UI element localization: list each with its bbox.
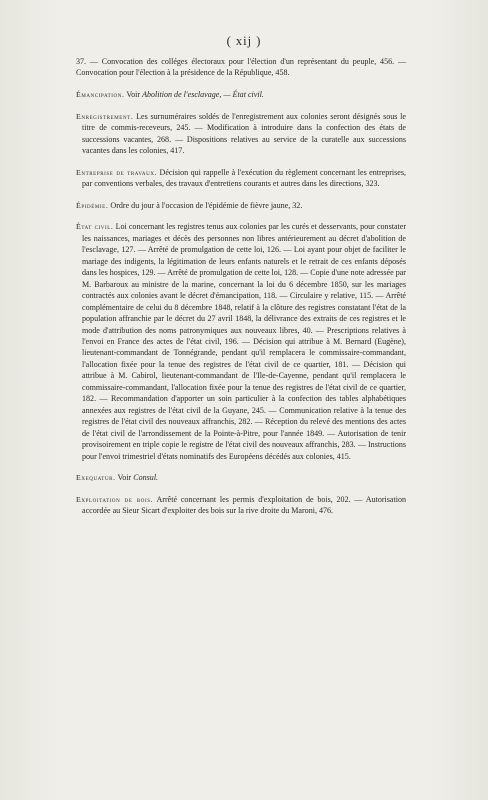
- entry-heading: Émancipation.: [76, 90, 125, 100]
- index-entry-continuation: [76, 56, 406, 79]
- entry-text: Voir: [124, 90, 143, 100]
- entry-heading: Exequatur.: [76, 473, 116, 483]
- cross-reference: Consul.: [133, 473, 159, 483]
- entry-heading: Entreprise de travaux.: [76, 167, 158, 177]
- index-entry-exequatur: [76, 472, 406, 483]
- entry-text: 37. — Convocation des colléges électoraux pour l'élection d'un représentant du peuple, 456. — Convocation pour l'élection à la présidence de la République, 458.: [76, 57, 406, 78]
- entry-text: Voir: [115, 473, 134, 483]
- index-entry-epidemie: [76, 200, 406, 211]
- entry-heading: État civil.: [76, 222, 114, 232]
- cross-reference: Abolition de l'esclavage, — État civil.: [142, 90, 264, 100]
- entry-heading: Enregistrement.: [76, 111, 134, 121]
- index-entry-entreprise-de-travaux: [76, 167, 406, 190]
- entry-heading: Épidémie.: [76, 200, 109, 210]
- entry-text: Les surnuméraires soldés de l'enregistrement aux colonies seront désignés sous le titre de commis-receveurs, 245. — Modification à introduire dans la confection des états de successions vacantes, 268. — Dispositions relatives au service de la curatelle aux successions vacantes dans les colonies, 417.: [82, 111, 406, 156]
- entry-heading: Exploitation de bois.: [76, 494, 154, 504]
- index-entry-enregistrement: [76, 111, 406, 157]
- entry-text: Arrêté concernant les permis d'exploitation de bois, 202. — Autorisation accordée au Sieur Sicart d'exploiter des bois sur la rive droite du Maroni, 476.: [82, 494, 406, 516]
- entry-text: Décision qui rappelle à l'exécution du règlement concernant les entreprises, par conventions verbales, des travaux d'entretiens courants et autres dans les directions, 323.: [82, 167, 406, 189]
- entry-text: Ordre du jour à l'occasion de l'épidémie de fièvre jaune, 32.: [108, 200, 303, 210]
- entry-text: Loi concernant les registres tenus aux colonies par les curés et desservants, pour constater les naissances, mariages et décès des personnes non libres antérieurement au décret d'abolition de l'esclavage, 127. — Arrêté de promulgation de cette loi, 126. — Loi ayant pour objet de faciliter le mariage des indigents, la légitimation de leurs enfants naturels et le retrait de ces enfants déposés dans les hospices, 129. — Arrêté de promulgation de cette loi, 128. — Copie d'une note adressée par M. Barbaroux au ministre de la marine, concernant la loi du 6 décembre 1850, sur les mariages contractés aux colonies avant le décret d'émancipation, 118. — Circulaire y relative, 115. — Arrêté complémentaire de celui du 8 décembre 1848, relatif à la clôture des registres constatant l'état de la population affranchie par le décret du 27 avril 1848, la délivrance des extraits de ces registres et le mode d'attribution des noms patronymiques aux nouveaux libres, 40. — Prescriptions relatives à l'envoi en France des actes de l'état civil, 196. — Décision qui attribue à M. Bernard (Eugène), lieutenant-commandant de Tonnégrande, pendant qu'il remplacera le commissaire-commandant, l'allocation fixée pour la tenue des registres de l'état civil de ce quartier, 181. — Décision qui attribue à M. Cabirol, lieutenant-commandant de l'Ile-de-Cayenne, pendant qu'il remplacera le commissaire-commandant, l'allocation fixée pour la tenue des registres de l'état civil de ce quartier, 182. — Recommandation d'apporter un soin particulier à la confection des tables alphabétiques annexées aux registres de l'état civil de la Guyane, 245. — Communication relative à la tenue des registres de l'état civil des nouveaux affranchis, 282. — Réception du relevé des mentions des actes de l'état civil de l'arrondissement de la Pointe-à-Pitre, pour l'année 1849. — Autorisation de tenir provisoirement en triple copie le registre de l'état civil des nouveaux affranchis, 283. — Instructions pour l'envoi trimestriel d'états nominatifs des Européens décédés aux colonies, 415.: [82, 222, 407, 461]
- index-entries: [76, 56, 406, 527]
- page-number: ( xij ): [226, 34, 262, 48]
- index-entry-etat-civil: [76, 221, 406, 462]
- index-entry-emancipation: [76, 89, 406, 100]
- index-entry-exploitation-de-bois: [76, 494, 406, 517]
